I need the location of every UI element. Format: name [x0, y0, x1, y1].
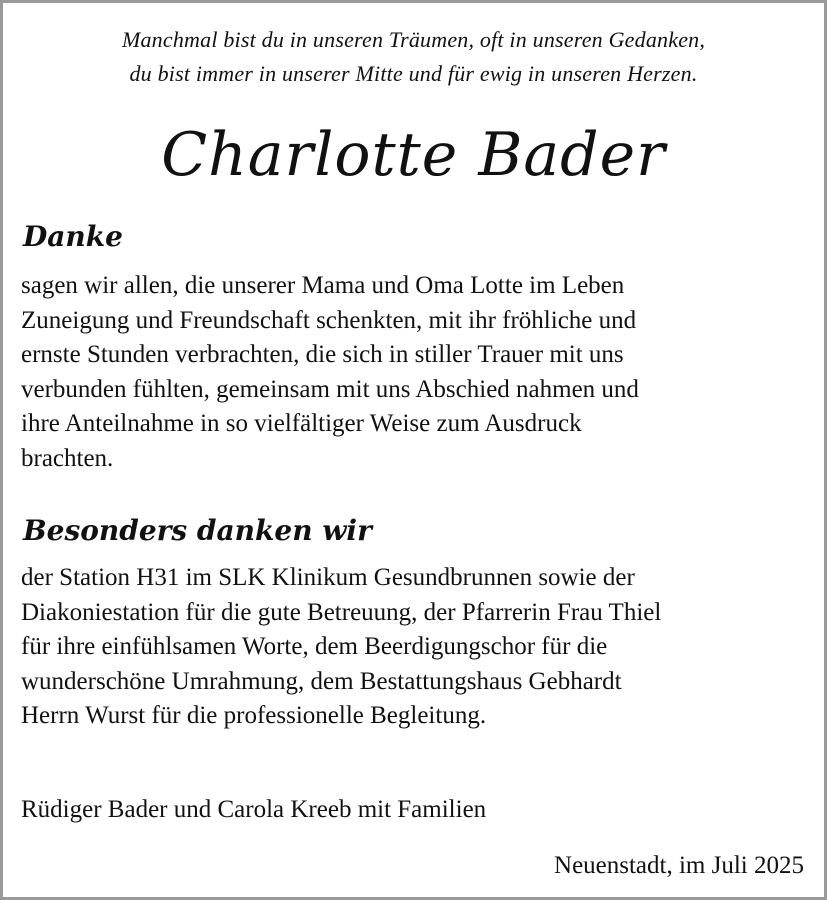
thanks-line: Zuneigung und Freundschaft schenkten, mit ihr fröhliche und: [21, 306, 637, 334]
memorial-motto: [23, 23, 804, 91]
special-thanks-line: Diakoniestation für die gute Betreuung, der Pfarrerin Frau Thiel: [21, 598, 662, 626]
thanks-line: brachten.: [21, 444, 114, 472]
special-thanks-paragraph: [21, 561, 811, 734]
special-thanks-line: der Station H31 im SLK Klinikum Gesundbrunnen sowie der: [21, 564, 635, 591]
thanks-line: ihre Anteilnahme in so vielfältiger Weise zum Ausdruck: [21, 410, 582, 437]
place-and-date: Neuenstadt, im Juli 2025: [554, 852, 804, 879]
family-signature: Rüdiger Bader und Carola Kreeb mit Familien: [21, 796, 487, 823]
motto-line-1: Manchmal bist du in unseren Träumen, oft in unseren Gedanken,: [121, 27, 706, 52]
special-thanks-line: für ihre einfühlsamen Worte, dem Beerdigungschor für die: [21, 633, 608, 660]
thanks-heading: Danke: [23, 220, 123, 253]
motto-line-2: du bist immer in unserer Mitte und für ewig in unseren Herzen.: [129, 61, 698, 86]
special-thanks-line: wunderschöne Umrahmung, dem Bestattungshaus Gebhardt: [21, 667, 622, 695]
thanks-line: sagen wir allen, die unserer Mama und Oma Lotte im Leben: [21, 272, 625, 299]
thanks-line: ernste Stunden verbrachten, die sich in stiller Trauer mit uns: [21, 341, 624, 368]
special-thanks-line: Herrn Wurst für die professionelle Begleitung.: [21, 702, 487, 729]
deceased-name: Charlotte Bader: [161, 120, 666, 190]
thanks-line: verbunden fühlten, gemeinsam mit uns Abschied nahmen und: [21, 375, 639, 403]
special-thanks-heading: Besonders danken wir: [23, 514, 372, 547]
thanks-paragraph: [21, 269, 811, 476]
